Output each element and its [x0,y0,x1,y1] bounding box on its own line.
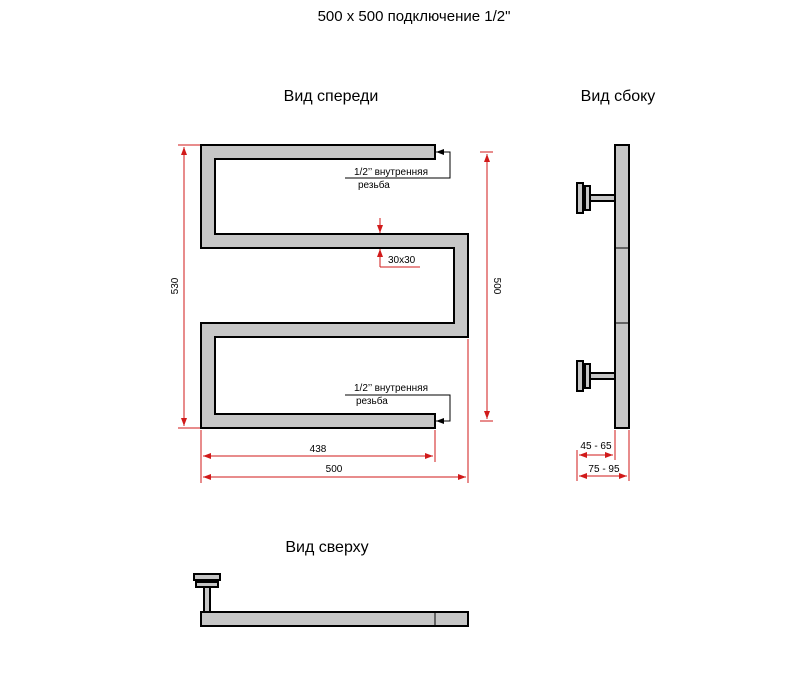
thread-top-label-line1: 1/2’’ внутренняя [354,167,428,178]
width-connection-label: 438 [309,444,327,455]
offset-large-label: 75 - 95 [588,464,620,475]
dimension-width-connection [201,430,435,462]
side-bracket-bottom [577,361,615,391]
front-view [170,145,502,483]
front-view-title: Вид спереди [283,88,379,105]
side-bracket-top [577,183,615,213]
side-pipe-bar [615,145,629,428]
thread-top-label-line2: резьба [358,180,390,191]
pipe-section-label: 30x30 [388,255,416,266]
top-view [194,574,468,626]
top-pipe-bar [201,612,468,626]
offset-small-label: 45 - 65 [580,441,612,452]
dimension-height-connection [480,152,502,421]
thread-bottom-label-line2: резьба [356,396,388,407]
drawing-title: 500 x 500 подключение 1/2" [317,8,511,25]
top-view-title: Вид сверху [285,539,369,556]
height-connection-label: 500 [491,277,502,295]
height-total-label: 530 [170,277,181,295]
dimension-width-total [201,339,468,483]
top-bracket [194,574,220,612]
thread-bottom-label-line1: 1/2’’ внутренняя [354,383,428,394]
side-view [577,145,629,481]
dimension-height-total [170,145,200,428]
width-total-label: 500 [325,464,343,475]
side-view-title: Вид сбоку [580,88,656,105]
